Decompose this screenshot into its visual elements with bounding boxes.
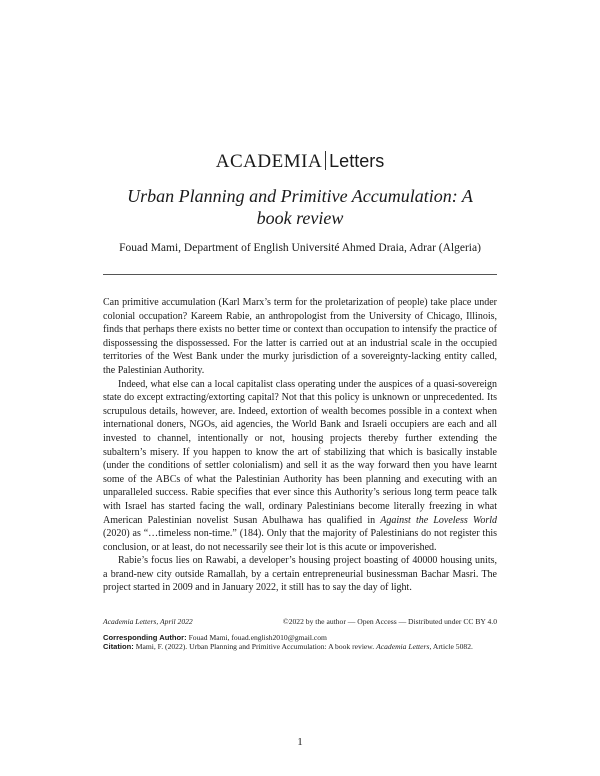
corresponding-label: Corresponding Author: [103, 632, 187, 642]
article-body [103, 296, 497, 595]
book-title: Against the Loveless World [380, 514, 498, 526]
paragraph-2 [103, 378, 497, 555]
header-rule [103, 274, 497, 275]
author-line: Fouad Mami, Department of English Université Ahmed Draia, Adrar (Algeria) [119, 242, 481, 254]
brand-sub: Letters [329, 151, 385, 171]
citation-journal: Academia Letters [376, 642, 430, 652]
journal-date: Academia Letters, April 2022 [103, 617, 193, 626]
paragraph-2-text: Indeed, what else can a local capitalist class operating under the auspices of a quasi-sovereign state do except extracting/extorting capital? Not that this policy is unknown or unprecedented. Its scrupulous details, however, are. Indeed, extortion of wealth becomes possible in a context when international doners, NGOs, aid agencies, the World Bank and Israeli occupiers are each and all invested to channel, intentionally or not, housing projects thereby further extending the subaltern’s misery. If you happen to know the art of stabilizing that which is basically instable (under the conditions of settler colonialism) and sell it as the way forward then you have learnt some of the ABCs of what the Palestinian Authority has been planning and executing with an unparalleled success. Rabie specifies that ever since this Authority’s serious long term peace talk with Israel has started facing the wall, ordinary Palestinians become literally freezing in what American Palestinian novelist Susan Abulhawa has qualified in [103, 378, 497, 526]
corresponding-value: Fouad Mami, fouad.english2010@gmail.com [186, 632, 327, 642]
brand-divider [325, 151, 326, 170]
citation-label: Citation: [103, 642, 134, 652]
page-number: 1 [297, 736, 303, 748]
paragraph-2-tail: (2020) as “…timeless non-time.” (184). Only that the majority of Palestinians do not register this conclusion, or at least, do not necessarily see their lot is this acute or impoverished. [103, 528, 497, 553]
license-line: ©2022 by the author — Open Access — Distributed under CC BY 4.0 [282, 617, 497, 626]
article-title: Urban Planning and Primitive Accumulation: A book review [127, 186, 473, 228]
paragraph-3: Rabie’s focus lies on Rawabi, a developer’s housing project boasting of 40000 housing units, a brand-new city outside Ramallah, by a certain entrepreneurial businessman Bachar Masri. The project started in 2009 and in January 2022, it still has to say the day of light. [103, 555, 497, 594]
citation-text: Mami, F. (2022). Urban Planning and Primitive Accumulation: A book review. [133, 642, 377, 652]
page-footer [103, 617, 497, 652]
corresponding-author [103, 633, 497, 643]
journal-brand [0, 150, 600, 173]
citation [103, 642, 497, 652]
paragraph-1: Can primitive accumulation (Karl Marx’s term for the proletarization of people) take place under colonial occupation? Kareem Rabie, an anthropologist from the University of Chicago, Illinois, finds that perhaps there exists no better time or context than occupation to intensify the practice of dispossessing the dispossessed. For the latter is carried out at an industrial scale in the occupied territories of the West Bank under the murky jurisdiction of a sovereignty-lacking entity called, the Palestinian Authority. [103, 297, 497, 376]
citation-tail: , Article 5082. [429, 642, 473, 652]
brand-main: ACADEMIA [215, 151, 323, 172]
